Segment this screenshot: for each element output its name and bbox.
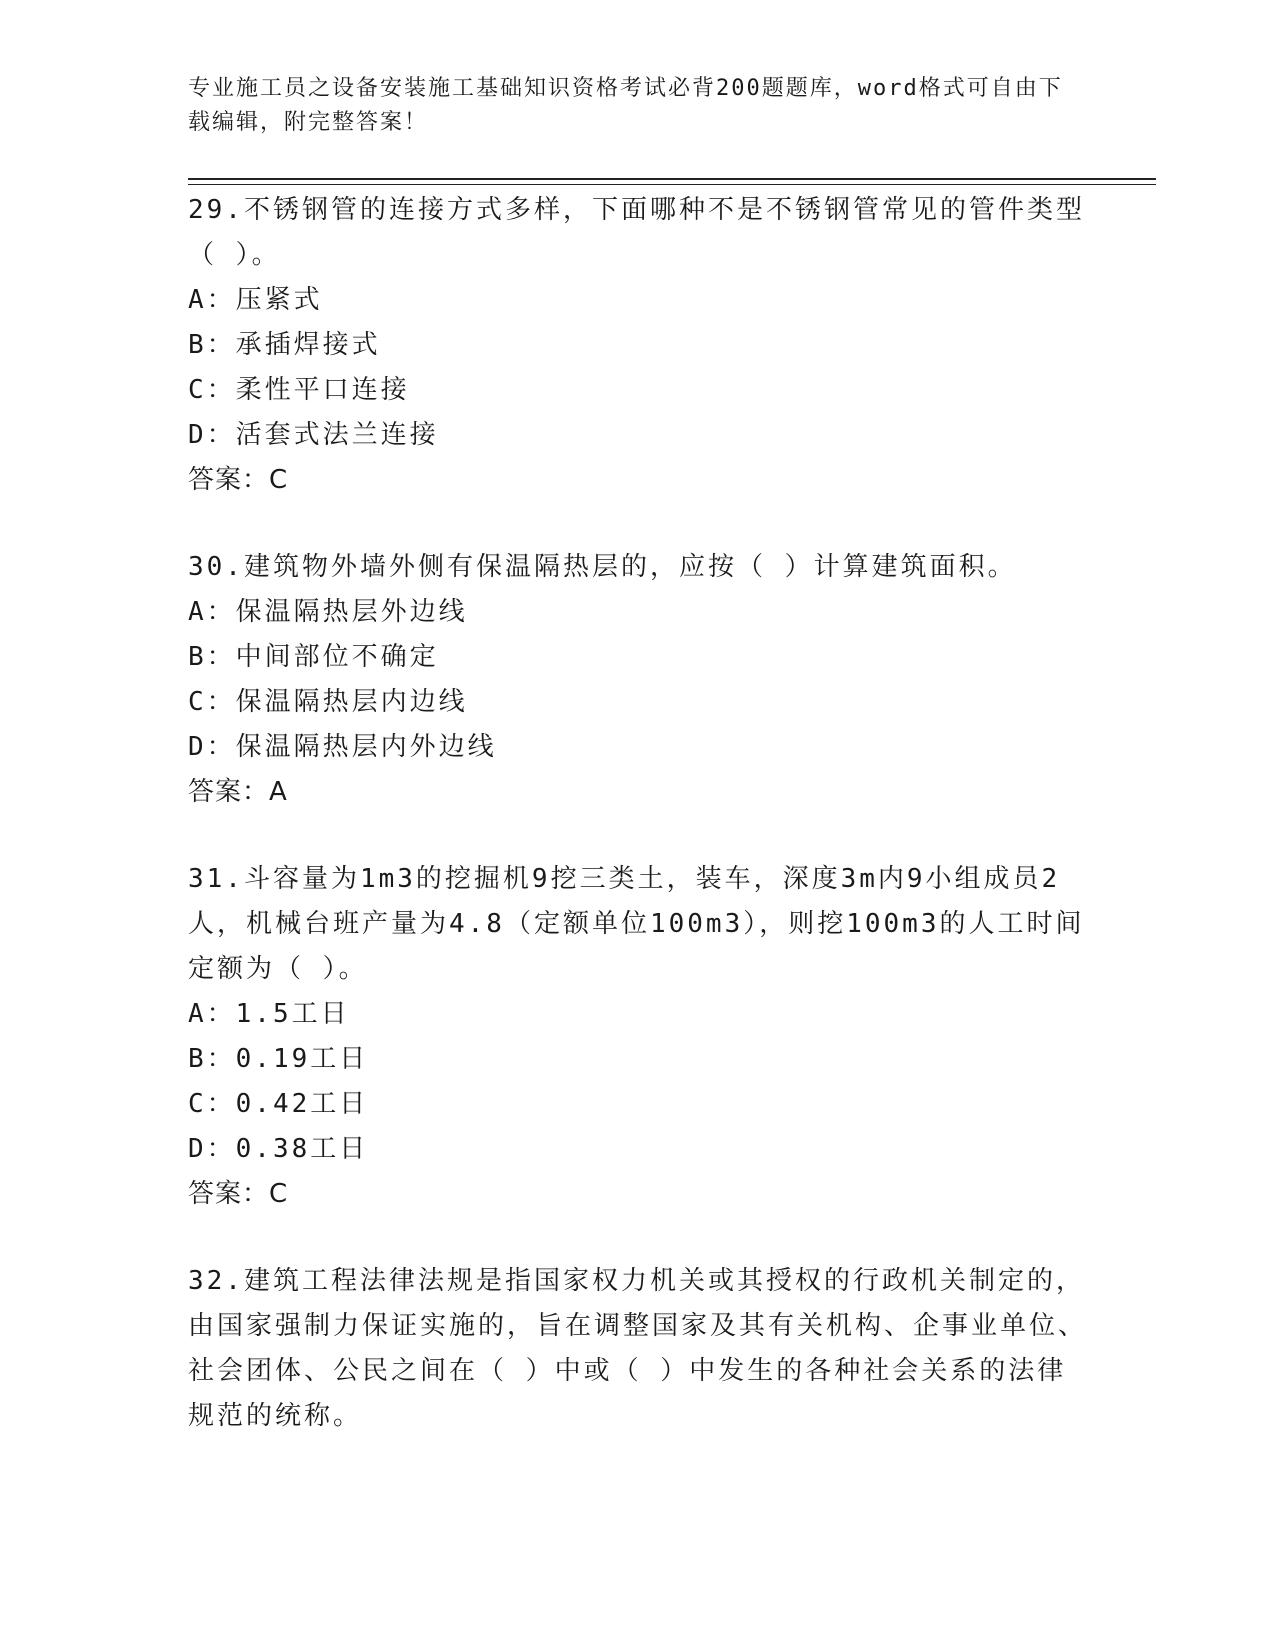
document-header: 专业施工员之设备安装施工基础知识资格考试必背200题题库，word格式可自由下载编辑，附完整答案！ <box>188 76 1063 135</box>
answer: 答案：C <box>188 465 289 495</box>
answer: 答案：A <box>188 777 288 807</box>
option-a: A：保温隔热层外边线 <box>188 597 468 627</box>
option-d: D：活套式法兰连接 <box>188 420 439 450</box>
option-c: C：保温隔热层内边线 <box>188 687 468 717</box>
question-30 <box>188 545 1088 815</box>
question-29 <box>188 188 1088 503</box>
option-c: C：0.42工日 <box>188 1089 369 1119</box>
question-stem: 31.斗容量为1m3的挖掘机9挖三类土，装车，深度3m内9小组成员2人，机械台班产量为4.8（定额单位100m3），则挖100m3的人工时间定额为（ ）。 <box>188 864 1085 984</box>
option-a: A：1.5工日 <box>188 999 350 1029</box>
question-stem: 30.建筑物外墙外侧有保温隔热层的，应按（ ）计算建筑面积。 <box>188 552 1017 582</box>
option-c: C：柔性平口连接 <box>188 375 410 405</box>
option-b: B：中间部位不确定 <box>188 642 439 672</box>
question-stem: 32.建筑工程法律法规是指国家权力机关或其授权的行政机关制定的，由国家强制力保证实施的，旨在调整国家及其有关机构、企事业单位、社会团体、公民之间在（ ）中或（ ）中发生的各种社会关系的法律规范的统称。 <box>188 1266 1088 1431</box>
option-a: A：压紧式 <box>188 285 323 315</box>
option-d: D：0.38工日 <box>188 1134 369 1164</box>
option-d: D：保温隔热层内外边线 <box>188 732 497 762</box>
option-b: B：0.19工日 <box>188 1044 369 1074</box>
question-32 <box>188 1259 1088 1439</box>
question-31 <box>188 857 1088 1217</box>
question-stem: 29.不锈钢管的连接方式多样，下面哪种不是不锈钢管常见的管件类型（ ）。 <box>188 195 1085 270</box>
header-rule-thick <box>188 178 1156 180</box>
question-list <box>188 188 1088 1481</box>
header-rule-thin <box>188 184 1156 185</box>
answer: 答案：C <box>188 1179 289 1209</box>
option-b: B：承插焊接式 <box>188 330 381 360</box>
